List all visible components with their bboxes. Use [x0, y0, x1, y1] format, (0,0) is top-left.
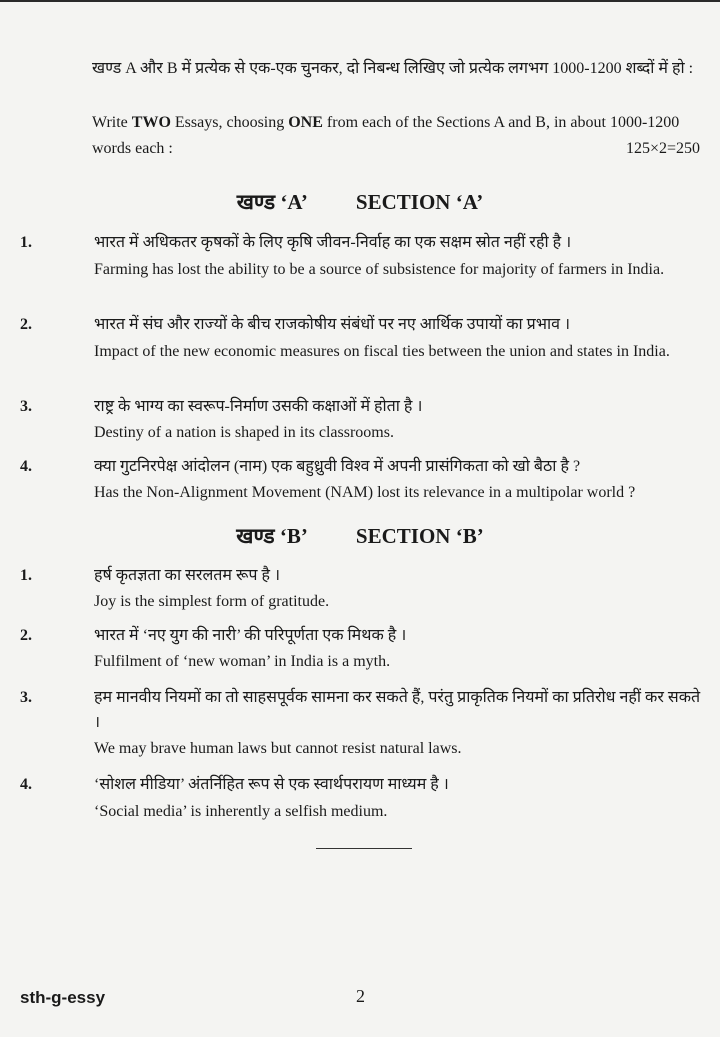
section-a-title-english: SECTION ‘A’ — [355, 190, 484, 214]
question-hindi: हर्ष कृतज्ञता का सरलतम रूप है । — [94, 567, 281, 584]
question-hindi: भारत में संघ और राज्यों के बीच राजकोषीय संबंधों पर नए आर्थिक उपायों का प्रभाव । — [94, 316, 571, 333]
question-english: We may brave human laws but cannot resist natural laws. — [94, 740, 462, 757]
question-hindi: भारत में अधिकतर कृषकों के लिए कृषि जीवन-निर्वाह का एक सक्षम स्रोत नहीं रही है । — [94, 234, 572, 251]
paper-code: sth-g-essy — [20, 988, 106, 1007]
question-english: Has the Non-Alignment Movement (NAM) lost its relevance in a multipolar world ? — [94, 484, 636, 501]
question-hindi: क्या गुटनिरपेक्ष आंदोलन (नाम) एक बहुध्रुवी विश्व में अपनी प्रासंगिकता को खो बैठा है ? — [94, 458, 581, 475]
question-hindi: राष्ट्र के भाग्य का स्वरूप-निर्माण उसकी कक्षाओं में होता है । — [94, 398, 423, 415]
question-number: 3. — [20, 398, 32, 415]
question-english: ‘Social media’ is inherently a selfish medium. — [94, 803, 388, 820]
section-b-heading — [0, 522, 720, 550]
question-number: 4. — [20, 458, 32, 475]
marks-allocation: 125×2=250 — [625, 140, 700, 157]
question-english: Impact of the new economic measures on fiscal ties between the union and states in India. — [94, 343, 670, 360]
instructions-text-3: from each of the Sections A and B, in about 1000-1200 words each : — [92, 114, 680, 157]
question-english: Fulfilment of ‘new woman’ in India is a myth. — [94, 653, 391, 670]
question-english: Farming has lost the ability to be a source of subsistence for majority of farmers in India. — [94, 261, 665, 278]
section-b-title-english: SECTION ‘B’ — [355, 524, 484, 548]
instructions-english — [92, 110, 700, 162]
question-number: 1. — [20, 234, 32, 251]
end-rule — [316, 848, 412, 849]
question-english: Joy is the simplest form of gratitude. — [94, 593, 330, 610]
question-english: Destiny of a nation is shaped in its classrooms. — [94, 424, 394, 441]
question-hindi: हम मानवीय नियमों का तो साहसपूर्वक सामना कर सकते हैं, परंतु प्राकृतिक नियमों का प्रतिरोध नहीं कर सकते । — [94, 689, 701, 731]
question-number: 1. — [20, 567, 32, 584]
section-a-title-hindi: खण्ड ‘A’ — [236, 190, 308, 214]
instructions-hindi: खण्ड A और B में प्रत्येक से एक-एक चुनकर, दो निबन्ध लिखिए जो प्रत्येक लगभग 1000-1200 शब्दों में हो : — [92, 60, 694, 77]
instructions-text-1: Write — [92, 114, 132, 131]
question-hindi: भारत में ‘नए युग की नारी’ की परिपूर्णता एक मिथक है । — [94, 627, 407, 644]
question-number: 2. — [20, 316, 32, 333]
section-b-title-hindi: खण्ड ‘B’ — [236, 524, 308, 548]
instructions-keyword-one: ONE — [288, 114, 323, 131]
question-number: 3. — [20, 689, 32, 706]
instructions-text-2: Essays, choosing — [170, 114, 289, 131]
question-number: 4. — [20, 776, 32, 793]
section-a-heading — [0, 188, 720, 216]
question-number: 2. — [20, 627, 32, 644]
top-border — [0, 0, 720, 2]
instructions-keyword-two: TWO — [131, 114, 171, 131]
page-number: 2 — [356, 986, 365, 1006]
question-hindi: ‘सोशल मीडिया’ अंतर्निहित रूप से एक स्वार्थपरायण माध्यम है । — [94, 776, 449, 793]
